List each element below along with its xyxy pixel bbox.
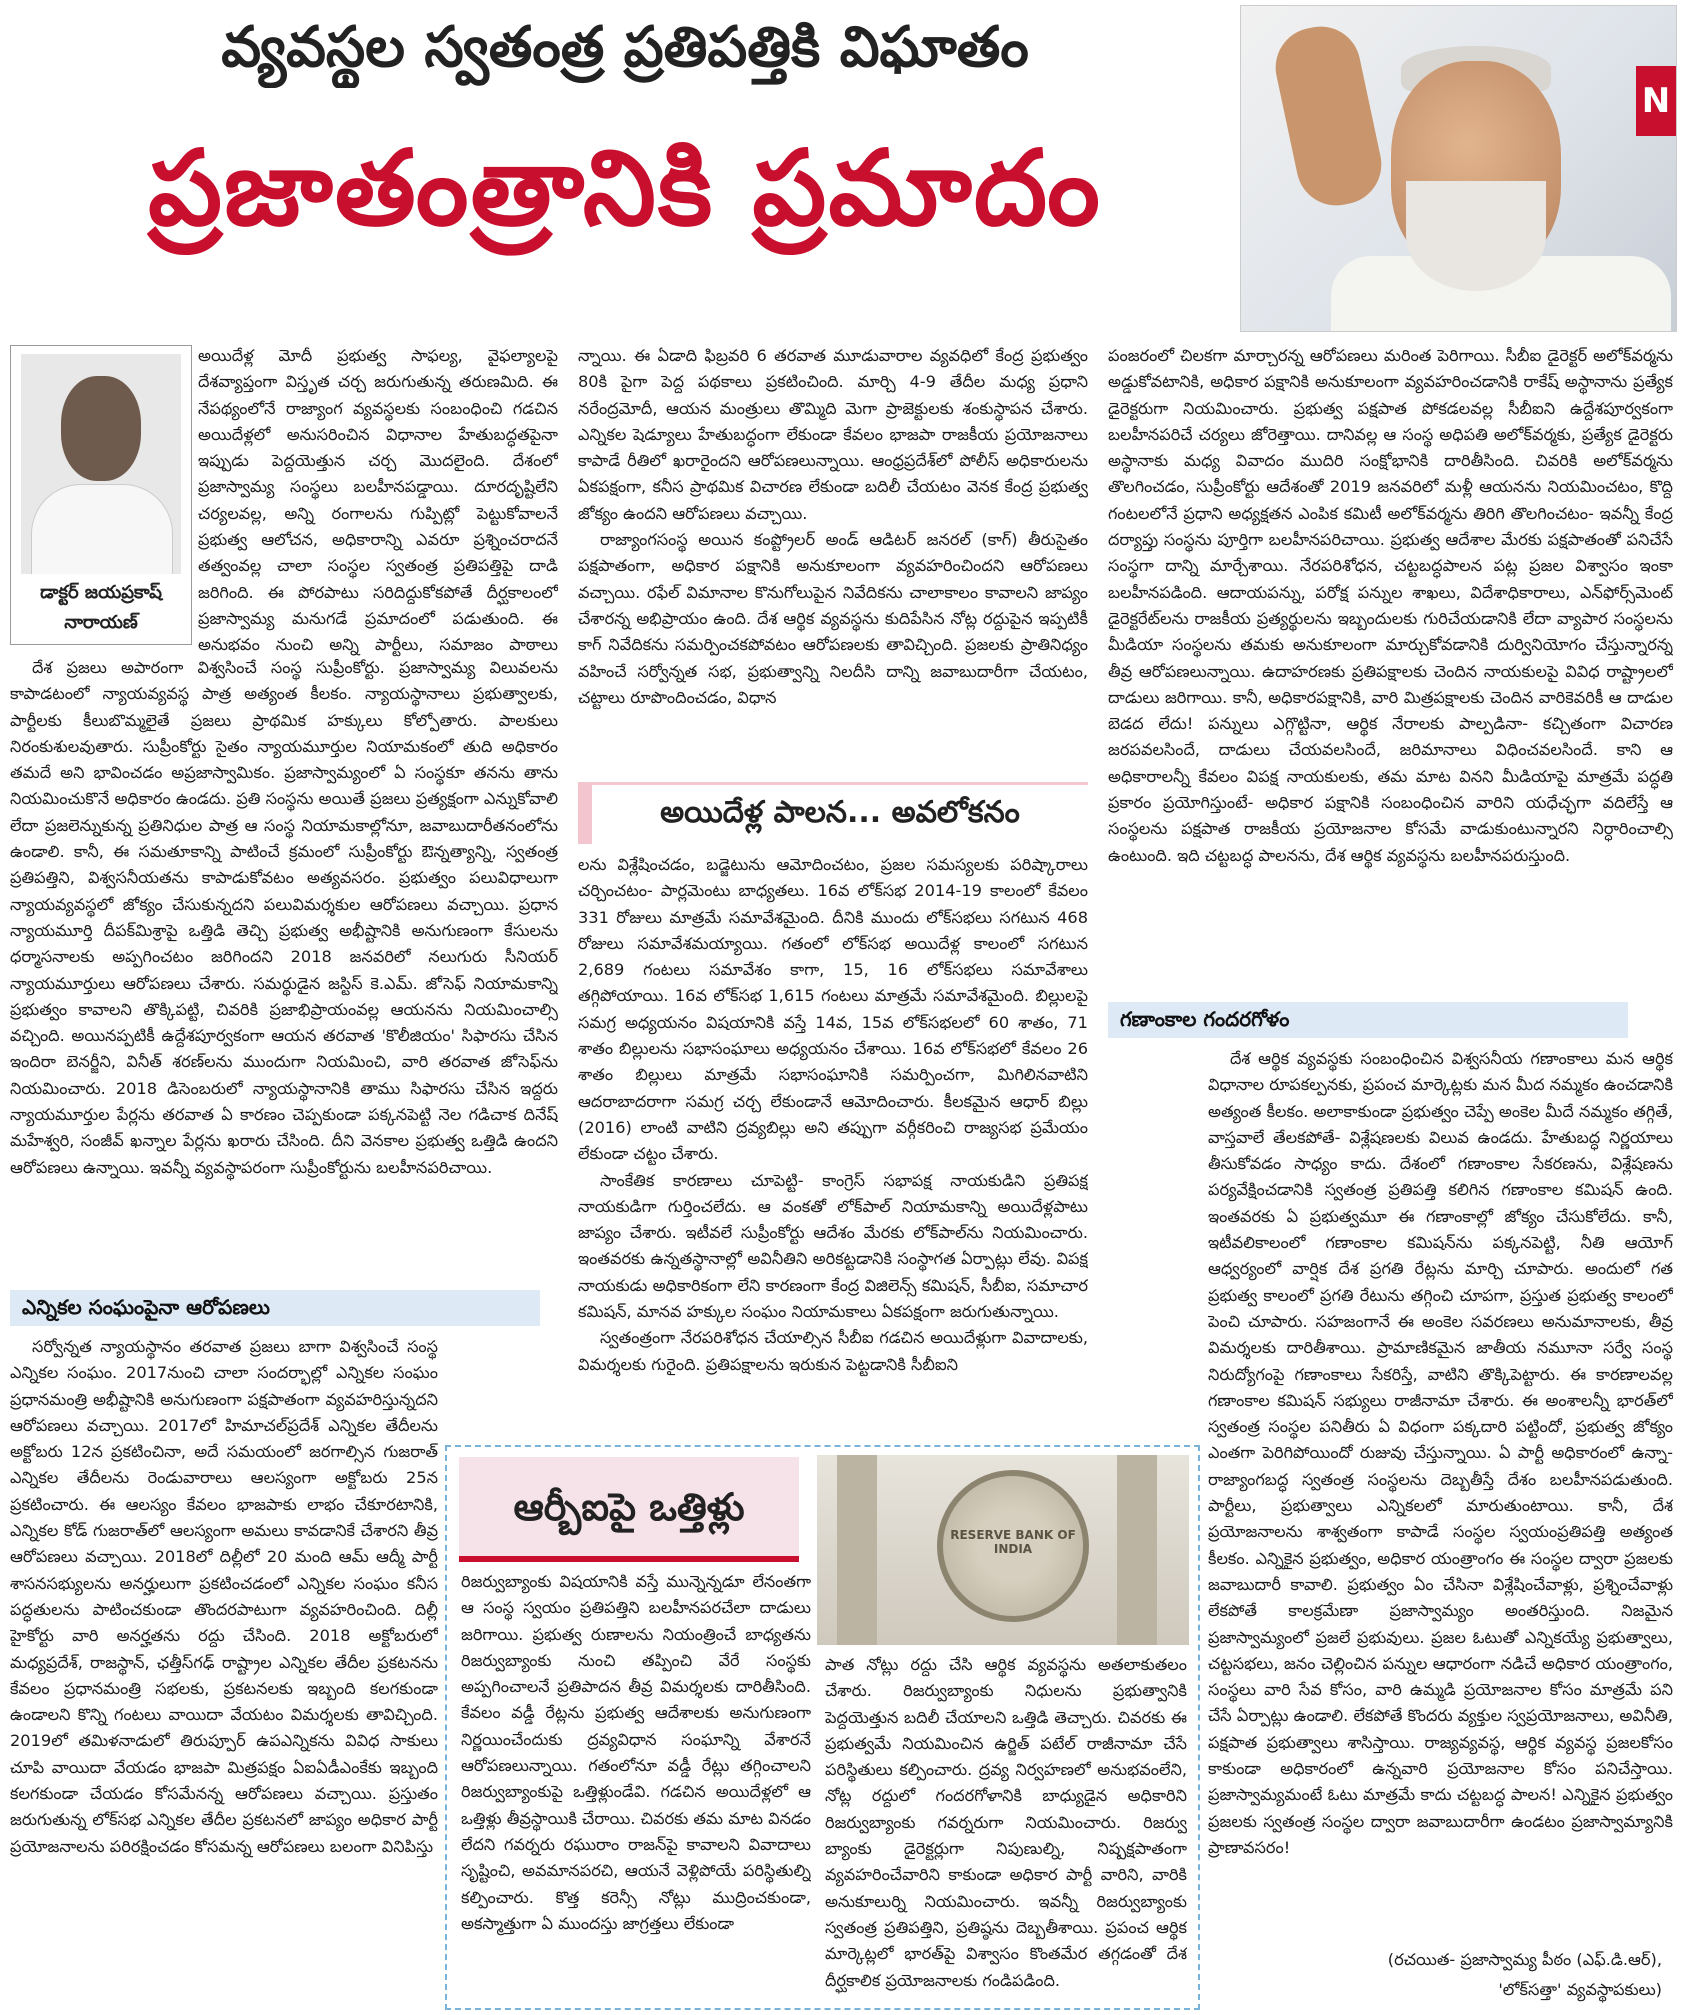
col2-paragraph-1: న్నాయి. ఈ ఏడాది ఫిబ్రవరి 6 తరవాత మూడువారాల వ్యవధిలో కేంద్ర ప్రభుత్వం 80కి పైగా పెద్ద పథకాలు ప్రకటించింది. మార్చి 4-9 తేదీల మధ్య ప్రధాని నరేంద్రమోదీ, ఆయన మంత్రులు తొమ్మిది మెగా ప్రాజెక్టులకు శంకుస్థాపన చేశారు. ఎన్నికల షెడ్యూలు హేతుబద్ధంగా లేకుండా కేవలం భాజపా రాజకీయ ప్రయోజనాలు కాపాడే రీతిలో ఖరారైందని ఆరోపణలున్నాయి. ఆంధ్రప్రదేశ్‌లో పోలీస్ అధికారులను ఏకపక్షంగా, కనీస ప్రాథమిక విచారణ లేకుండా బదిలీ చేయటం వెనక కేంద్ర ప్రభుత్వ జోక్యం ఉందని ఆరోపణలు వచ్చాయి. bbox=[578, 346, 1088, 523]
author-photo bbox=[21, 354, 181, 574]
pillar-shape bbox=[837, 1455, 877, 1645]
backdrop-logo: N bbox=[1636, 66, 1676, 136]
col1-paragraph-1: అయిదేళ్ల మోదీ ప్రభుత్వ సాఫల్య, వైఫల్యాలపై దేశవ్యాప్తంగా విస్తృత చర్చ జరుగుతున్న తరుణమిది. ఈ నేపథ్యంలోనే రాజ్యాంగ వ్యవస్థలకు సంబంధించి గడచిన అయిదేళ్లలో అనుసరించిన విధానాల హేతుబద్ధతపైనా ఇప్పుడు పెద్దయెత్తున చర్చ మొదలైంది. దేశంలో ప్రజాస్వామ్య సంస్థలు బలహీనపడ్డాయి. దూరదృష్టిలేని చర్యలవల్ల, అన్ని రంగాలను గుప్పిట్లో పెట్టుకోవాలనే ప్రభుత్వ ఆలోచన, అధికారాన్ని ఎవరూ ప్రశ్నించరాదనే తత్వంవల్ల చాలా సంస్థల స్వతంత్ర ప్రతిపత్తిపై దాడి జరిగింది. ఈ పోరపాటు సరిదిద్దుకోకపోతే దీర్ఘకాలంలో ప్రజాస్వామ్య మనుగడే ప్రమాదంలో పడుతుంది. ఈ అనుభవం నుంచి అన్ని పార్టీలు, సమాజం పాఠాలు bbox=[198, 346, 558, 655]
rbi-left-text bbox=[461, 1569, 811, 2004]
col3-top bbox=[1108, 343, 1673, 993]
rbi-box-title: ఆర్బీఐపై ఒత్తిళ్లు bbox=[459, 1457, 799, 1562]
rbi-building-photo bbox=[817, 1455, 1189, 1645]
leader-photo bbox=[1240, 5, 1677, 332]
author-signoff bbox=[1232, 1945, 1662, 2005]
beard-shape bbox=[1406, 181, 1546, 291]
col1-intro-top bbox=[198, 343, 558, 663]
author-name-line1: డాక్టర్ జయప్రకాష్ bbox=[40, 582, 162, 603]
rbi-paragraph-right: పాత నోట్లు రద్దు చేసి ఆర్థిక వ్యవస్థను అతలాకుతలం చేశారు. రిజర్వుబ్యాంకు నిధులను ప్రభుత్వానికి పెద్దయెత్తున బదిలీ చేయాలని ఒత్తిడి తెచ్చారు. చివరకు ఈ ప్రభుత్వమే నియమించిన ఉర్జిత్ పటేల్ రాజీనామా చేసే పరిస్థితులు కల్పించారు. ద్రవ్య నిర్వహణలో అనుభవంలేని, నోట్ల రద్దులో గందరగోళానికి బాధ్యుడైన అధికారిని రిజర్వుబ్యాంకు గవర్నరుగా నియమించారు. రిజర్వు బ్యాంకు డైరెక్టర్లుగా నిపుణుల్ని, నిష్పక్షపాతంగా వ్యవహరించేవారిని కాకుండా అధికార పార్టీ వారిని, వారికి అనుకూలుర్ని నియమించారు. ఇవన్నీ రిజర్వుబ్యాంకు స్వతంత్ర ప్రతిపత్తిని, ప్రతిష్ఠను దెబ్బతీశాయి. ప్రపంచ ఆర్థిక మార్కెట్లలో భారత్‌పై విశ్వాసం కొంతమేర తగ్గడంతో దేశ దీర్ఘకాలిక ప్రయోజనాలకు గండిపడింది. bbox=[825, 1655, 1187, 1990]
col1-paragraph-2: దేశ ప్రజలు అపారంగా విశ్వసించే సంస్థ సుప్రీంకోర్టు. ప్రజాస్వామ్య విలువలను కాపాడటంలో న్యాయవ్యవస్థ పాత్ర అత్యంత కీలకం. న్యాయస్థానాలు ప్రభుత్వాలకు, పార్టీలకు కీలుబొమ్మలైతే ప్రజలు ప్రాథమిక హక్కులు కోల్పోతారు. పాలకులు నిరంకుశులవుతారు. సుప్రీంకోర్టు సైతం న్యాయమూర్తుల నియామకంలో తుది అధికారం తమదే అని భావించడం అప్రజాస్వామికం. ప్రజాస్వామ్యంలో ఏ సంస్థకూ తనను తాను నియమించుకొనే అధికారం ఉండదు. ప్రతి సంస్థను అయితే ప్రజలు ప్రత్యక్షంగా ఎన్నుకోవాలి లేదా ప్రజలెన్నుకున్న ప్రతినిధుల పాత్ర ఆ సంస్థ నియామకాల్లోనూ, జవాబుదారీతనంలోను ఉండాలి. కానీ, ఈ సమతూకాన్ని పాటించే క్రమంలో సుప్రీంకోర్టు ఔన్నత్యాన్ని, స్వతంత్ర ప్రతిపత్తిని, విశ్వసనీయతను కాపాడుకోవటం అత్యవసరం. ప్రభుత్వం పలువిధాలుగా న్యాయవ్యవస్థలో జోక్యం చేసుకున్నదని పలువిమర్శకుల ఆరోపణలు వచ్చాయి. ప్రధాన న్యాయమూర్తి దీపక్‌మిశ్రాపై ఒత్తిడి తెచ్చి ప్రభుత్వ అభీష్టానికి అనుగుణంగా కేసులను ధర్మాసనాలకు అప్పగించటం జరిగిందని 2018 జనవరిలో నలుగురు సీనియర్ న్యాయమూర్తులు ఆరోపణలు చేశారు. సమర్థుడైన జస్టిస్ కె.ఎమ్. జోసెఫ్ నియామకాన్ని ప్రభుత్వం కావాలని తొక్కిపట్టి, చివరికి ప్రజాభిప్రాయంవల్ల ఆయనను నియమించాల్సి వచ్చింది. అయినప్పటికీ ఉద్దేశపూర్వకంగా ఆయన తరవాత 'కొలీజియం' సిఫారసు చేసిన ఇందిరా బెనర్జీని, వినీత్ శరణ్‌లను ముందుగా నియమించి, వారి తరవాత జోసెఫ్‌ను నియమించారు. 2018 డిసెంబరులో న్యాయస్థానానికి తాము సిఫారసు చేసిన ఇద్దరు న్యాయమూర్తుల పేర్లను తరవాత ఏ కారణం చెప్పకుండా పక్కనపెట్టి నెల గడిచాక దినేష్ మహేశ్వరి, సంజీవ్ ఖన్నాల పేర్లను ఖరారు చేసింది. దీని వెనకాల ప్రభుత్వ ఒత్తిడి ఉందని ఆరోపణలు ఉన్నాయి. ఇవన్నీ వ్యవస్థాపరంగా సుప్రీంకోర్టును బలహీనపరిచాయి. bbox=[10, 658, 558, 1177]
col2-paragraph-4: సాంకేతిక కారణాలు చూపెట్టి- కాంగ్రెస్ సభాపక్ష నాయకుడిని ప్రతిపక్ష నాయకుడిగా గుర్తించలేదు. ఆ వంకతో లోక్‌పాల్ నియామకాన్ని అయిదేళ్లపాటు జాప్యం చేశారు. ఇటీవలే సుప్రీంకోర్టు ఆదేశం మేరకు లోక్‌పాల్‌ను నియమించారు. ఇంతవరకు ఉన్నతస్థానాల్లో అవినీతిని అరికట్టడానికి సంస్థాగత ఏర్పాట్లు లేవు. విపక్ష నాయకుడు అధికారికంగా లేని కారణంగా కేంద్ర విజిలెన్స్ కమిషన్, సీబీఐ, సమాచార కమిషన్, మానవ హక్కుల సంఘం నియామకాలు ఏకపక్షంగా జరుగుతున్నాయి. bbox=[578, 1170, 1088, 1322]
rbi-sidebar-box bbox=[445, 1445, 1200, 2010]
col1-paragraph-3: సర్వోన్నత న్యాయస్థానం తరవాత ప్రజలు బాగా విశ్వసించే సంస్థ ఎన్నికల సంఘం. 2017నుంచి చాలా సందర్భాల్లో ఎన్నికల సంఘం ప్రధానమంత్రి అభీష్టానికి అనుగుణంగా పక్షపాతంగా వ్యవహరిస్తున్నదని ఆరోపణలు వచ్చాయి. 2017లో హిమాచల్‌ప్రదేశ్ ఎన్నికల తేదీలను అక్టోబరు 12న ప్రకటించినా, అదే సమయంలో జరగాల్సిన గుజరాత్ ఎన్నికల తేదీలను రెండువారాలు ఆలస్యంగా అక్టోబరు 25న ప్రకటించారు. ఈ ఆలస్యం కేవలం భాజపాకు లాభం చేకూరటానికి, ఎన్నికల కోడ్ గుజరాత్‌లో ఆలస్యంగా అమలు కావడానికే చేశారని తీవ్ర ఆరోపణలు వచ్చాయి. 2018లో దిల్లీలో 20 మంది ఆమ్ ఆద్మీ పార్టీ శాసనసభ్యులను అనర్హులుగా ప్రకటించడంలో ఎన్నికల సంఘం కనీస పద్ధతులను పాటించకుండా తొందరపాటుగా వ్యవహరించింది. దిల్లీ హైకోర్టు వారి అనర్హతను రద్దు చేసింది. 2018 అక్టోబరులో మధ్యప్రదేశ్, రాజస్థాన్, ఛత్తీస్‌గఢ్ రాష్ట్రాల ఎన్నికల తేదీల ప్రకటనను కేవలం ప్రధానమంత్రి సభలకు, ప్రకటనలకు ఇబ్బంది కలగకుండా ఉండాలని కొన్ని గంటలు వాయిదా వేయటం విమర్శలకు తావిచ్చింది. 2019లో తమిళనాడులో తిరుప్పూర్ ఉపఎన్నికను వివిధ సాకులు చూపి వాయిదా వేయడం భాజపా మిత్రపక్షం ఏఐఏడీఎంకేకు ఇబ్బంది కలగకుండా చేయడం కోసమేనన్న ఆరోపణలు వచ్చాయి. ప్రస్తుతం జరుగుతున్న లోక్‌సభ ఎన్నికల తేదీల ప్రకటనలో జాప్యం అధికార పార్టీ ప్రయోజనాలను పరిరక్షించడం కోసమన్న ఆరోపణలు బలంగా వినిపిస్తు bbox=[10, 1337, 438, 1856]
rbi-seal-icon bbox=[937, 1470, 1089, 1622]
col2-body bbox=[578, 852, 1088, 1437]
kicker-headline: వ్యవస్థల స్వతంత్ర ప్రతిపత్తికి విఘాతం bbox=[221, 15, 1029, 80]
rbi-paragraph-left: రిజర్వుబ్యాంకు విషయానికి వస్తే మున్నెన్నడూ లేనంతగా ఆ సంస్థ స్వయం ప్రతిపత్తిని బలహీనపరచేలా దాడులు జరిగాయి. ప్రభుత్వ రుణాలను నియంత్రించే బాధ్యతను రిజర్వుబ్యాంకు నుంచి తప్పించి వేరే సంస్థకు అప్పగించాలనే ప్రతిపాదన తీవ్ర విమర్శలకు దారితీసింది. కేవలం వడ్డీ రేట్లను ప్రభుత్వ ఆదేశాలకు అనుగుణంగా నిర్ణయించేందుకు ద్రవ్యవిధాన సంఘాన్ని వేశారనే ఆరోపణలున్నాయి. గతంలోనూ వడ్డీ రేట్లు తగ్గించాలని రిజర్వుబ్యాంకుపై ఒత్తిళ్లుండేవి. గడచిన అయిదేళ్లలో ఆ ఒత్తిళ్లు తీవ్రస్థాయికి చేరాయి. చివరకు తమ మాట వినడం లేదని గవర్నరు రఘురాం రాజన్‌పై కావాలని వివాదాలు సృష్టించి, అవమానపరచి, ఆయనే వెళ్లిపోయే పరిస్థితుల్ని కల్పించారు. కొత్త కరెన్సీ నోట్లు ముద్రించకుండా, అకస్మాత్తుగా ఏ ముందస్తు జాగ్రత్తలు లేకుండా bbox=[461, 1572, 811, 1933]
author-box bbox=[10, 345, 192, 645]
pillar-shape bbox=[1117, 1455, 1157, 1645]
subhead-statistics: గణాంకాల గందరగోళం bbox=[1108, 1002, 1628, 1038]
author-name-line2: నారాయణ్ bbox=[64, 612, 138, 633]
rbi-right-text bbox=[825, 1652, 1187, 2004]
col2-paragraph-3: లను విశ్లేషించడం, బడ్జెటును ఆమోదించటం, ప్రజల సమస్యలకు పరిష్కారాలు చర్చించటం- పార్లమెంటు బాధ్యతలు. 16వ లోక్‌సభ 2014-19 కాలంలో కేవలం 331 రోజులు మాత్రమే సమావేశమైంది. దీనికి ముందు లోక్‌సభలు సగటున 468 రోజులు సమావేశమయ్యాయి. గతంలో లోక్‌సభ అయిదేళ్ల కాలంలో సగటున 2,689 గంటలు సమావేశం కాగా, 15, 16 లోక్‌సభలు సమావేశాలు తగ్గిపోయాయి. 16వ లోక్‌సభ 1,615 గంటలు మాత్రమే సమావేశమైంది. బిల్లులపై సమగ్ర అధ్యయనం విషయానికి వస్తే 14వ, 15వ లోక్‌సభలలో 60 శాతం, 71 శాతం బిల్లులను సభాసంఘాలు అధ్యయనం చేశాయి. 16వ లోక్‌సభలో కేవలం 26 శాతం బిల్లులు మాత్రమే సభాసంఘానికి సమర్పించగా, మిగిలినవాటిని ఆదరాబాదరాగా సమగ్ర చర్చ లేకుండానే ఆమోదించారు. కీలకమైన ఆధార్ బిల్లు (2016) లాంటి వాటిని ద్రవ్యబిల్లు అని తప్పుగా వర్గీకరించి రాజ్యసభ ప్రమేయం లేకుండా చట్టం చేశారు. bbox=[578, 855, 1088, 1164]
col3-statistics bbox=[1208, 1046, 1673, 1936]
main-headline: ప్రజాతంత్రానికి ప్రమాదం bbox=[148, 127, 1102, 249]
subhead-election-commission: ఎన్నికల సంఘంపైనా ఆరోపణలు bbox=[10, 1290, 540, 1326]
col1-election bbox=[10, 1334, 438, 2010]
signoff-line2: 'లోక్‌సత్తా' వ్యవస్థాపకులు) bbox=[1498, 1980, 1662, 1999]
col1-body bbox=[10, 655, 558, 1275]
mid-heading-five-years: అయిదేళ్ల పాలన... అవలోకనం bbox=[578, 782, 1088, 844]
col2-top bbox=[578, 343, 1088, 773]
author-name bbox=[15, 578, 187, 638]
rbi-seal-text: RESERVE BANK OF INDIA bbox=[950, 1528, 1076, 1556]
col2-paragraph-2: రాజ్యాంగసంస్థ అయిన కంప్ట్రోలర్ అండ్ ఆడిటర్ జనరల్ (కాగ్) తీరుసైతం పక్షపాతంగా, అధికార పక్షానికి అనుకూలంగా వ్యవహరించిందని ఆరోపణలు వచ్చాయి. రఫేల్ విమానాల కొనుగోలుపైన నివేదికను చాలాకాలం కావాలని జాప్యం చేశారన్న అభిప్రాయం ఉంది. దేశ ఆర్థిక వ్యవస్థను కుదిపేసిన నోట్ల రద్దుపైన ఇప్పటికీ కాగ్ నివేదికను సమర్పించకపోవటం ఆరోపణలకు తావిచ్చింది. ప్రజలకు ప్రాతినిధ్యం వహించే సర్వోన్నత సభ, ప్రభుత్వాన్ని నిలదీసి దాన్ని జవాబుదారీగా చేయటం, చట్టాలు రూపొందించడం, విధాన bbox=[578, 530, 1088, 707]
author-shirt-shape bbox=[31, 484, 173, 574]
col3-paragraph-2: దేశ ఆర్థిక వ్యవస్థకు సంబంధించిన విశ్వసనీయ గణాంకాలు మన ఆర్థిక విధానాల రూపకల్పనకు, ప్రపంచ మార్కెట్లకు మన మీద నమ్మకం ఉంచడానికి అత్యంత కీలకం. అలాకాకుండా ప్రభుత్వం చెప్పే అంకెల మీదే నమ్మకం తగ్గితే, వాస్తవాలే తేలకపోతే- విశ్లేషణలకు విలువ ఉండదు. హేతుబద్ధ నిర్ణయాలు తీసుకోవడం సాధ్యం కాదు. దేశంలో గణాంకాల సేకరణను, విశ్లేషణను పర్యవేక్షించడానికి స్వతంత్ర ప్రతిపత్తి కలిగిన గణాంకాల కమిషన్ ఉంది. ఇంతవరకు ఏ ప్రభుత్వమూ ఈ గణాంకాల్లో జోక్యం చేసుకోలేదు. కానీ, ఇటీవలికాలంలో గణాంకాల కమిషన్‌ను పక్కనపెట్టి, నీతి ఆయోగ్ ఆధ్వర్యంలో వార్షిక దేశ ప్రగతి రేట్లను మార్చి చూపారు. అందులో గత ప్రభుత్వ కాలంలో ప్రగతి రేటును తగ్గించి చూపగా, ప్రస్తుత ప్రభుత్వ కాలంలో పెంచి చూపారు. సహజంగానే ఈ అంకెల సవరణలు అనుమానాలకు, తీవ్ర విమర్శలకు దారితీశాయి. ప్రామాణికమైన జాతీయ నమూనా సర్వే సంస్థ నిరుద్యోగంపై గణాంకాలు సేకరిస్తే, వాటిని తొక్కిపెట్టారు. ఈ కారణాలవల్ల గణాంకాల కమిషన్ సభ్యులు రాజీనామా చేశారు. ఈ అంశాలన్నీ భారత్‌లో స్వతంత్ర సంస్థల పనితీరు ఏ విధంగా పక్కదారి పట్టిందో, ప్రభుత్వ జోక్యం ఎంతగా పెరిగిపోయిందో రుజువు చేస్తున్నాయి. ఏ పార్టీ అధికారంలో ఉన్నా- రాజ్యాంగబద్ధ స్వతంత్ర సంస్థలను దెబ్బతీస్తే దేశం బలహీనపడుతుంది. పార్టీలు, ప్రభుత్వాలు ఎన్నికలలో మారుతుంటాయి. కానీ, దేశ ప్రయోజనాలను శాశ్వతంగా కాపాడే సంస్థల స్వయంప్రతిపత్తి అత్యంత కీలకం. ఎన్నికైన ప్రభుత్వం, అధికార యంత్రాంగం ఈ సంస్థల ద్వారా ప్రజలకు జవాబుదారీ కావాలి. ప్రభుత్వం ఏం చేసినా విశ్లేషించేవాళ్లు, ప్రశ్నించేవాళ్లు లేకపోతే కాలక్రమేణా ప్రజాస్వామ్యం అంతరిస్తుంది. నిజమైన ప్రజాస్వామ్యంలో ప్రజలే ప్రభువులు. ప్రజల ఓటుతో ఎన్నికయ్యే ప్రభుత్వాలు, చట్టసభలు, జనం చెల్లించిన పన్నుల ఆధారంగా నడిచే అధికార యంత్రాంగం, సంస్థలు వారి సేవ కోసం, వారి ఉమ్మడి ప్రయోజనాల కోసం మాత్రమే పని చేసే ఏర్పాట్లు ఉండాలి. లేకపోతే కొందరు వ్యక్తుల స్వప్రయోజనాలు, అవినీతి, పక్షపాత ప్రభుత్వాలు శాసిస్తాయి. రాజ్యవ్యవస్థ, ఆర్థిక వ్యవస్థ ప్రజలకోసం కాకుండా అధికారంలో ఉన్నవారి ప్రయోజనాల కోసం పనిచేస్తాయి. ప్రజాస్వామ్యమంటే ఓటు మాత్రమే కాదు చట్టబద్ధ పాలన! ఎన్నికైన ప్రభుత్వం ప్రజలకు స్వతంత్ర సంస్థల ద్వారా జవాబుదారీగా ఉండటం ప్రజాస్వామ్యానికి ప్రాణావసరం! bbox=[1208, 1049, 1673, 1857]
signoff-line1: (రచయిత- ప్రజాస్వామ్య పీఠం (ఎఫ్.డి.ఆర్), bbox=[1387, 1950, 1662, 1969]
raised-hand-shape bbox=[1268, 19, 1389, 213]
author-face-shape bbox=[61, 376, 141, 481]
col3-paragraph-1: పంజరంలో చిలకగా మార్చారన్న ఆరోపణలు మరింత పెరిగాయి. సీబీఐ డైరెక్టర్ అలోక్‌వర్మను అడ్డుకోవటానికి, అధికార పక్షానికి అనుకూలంగా వ్యవహరించడానికి రాకేష్ అస్థానాను ప్రత్యేక డైరెక్టరుగా నియమించారు. ప్రభుత్వ పక్షపాత పోకడలవల్ల సీబీఐని ఉద్దేశపూర్వకంగా బలహీనపరిచే చర్యలు జోరెత్తాయి. దానివల్ల ఆ సంస్థ అధిపతి అలోక్‌వర్మకు, ప్రత్యేక డైరెక్టరు అస్థానాకు మధ్య వివాదం ముదిరి సంక్షోభానికి దారితీసింది. చివరికి అలోక్‌వర్మను తొలగించడం, సుప్రీంకోర్టు ఆదేశంతో 2019 జనవరిలో మళ్లీ ఆయనను నియమించటం, కొద్ది గంటలలోనే ప్రధాని అధ్యక్షతన ఎంపిక కమిటీ అలోక్‌వర్మను తిరిగి తొలగించటం- ఇవన్నీ కేంద్ర దర్యాప్తు సంస్థను పూర్తిగా బలహీనపరిచాయి. ప్రభుత్వ ఆదేశాల మేరకు పక్షపాతంతో పనిచేసే సంస్థగా దాన్ని మార్చేశాయి. నేరపరిశోధన, చట్టబద్ధపాలన పట్ల ప్రజల విశ్వాసం ఇంకా బలహీనపడింది. ఆదాయపన్ను, పరోక్ష పన్నుల శాఖలు, విదేశాధికారాలు, ఎన్‌ఫోర్స్‌మెంట్ డైరెక్టరేట్‌లను రాజకీయ ప్రత్యర్థులను ఇబ్బందులకు గురిచేయడానికి లేదా వ్యాపార సంస్థలను మీడియా సంస్థలను తమకు అనుకూలంగా మార్చుకోవడానికి దుర్వినియోగం చేస్తున్నారన్న తీవ్ర ఆరోపణలున్నాయి. ఉదాహరణకు ప్రతిపక్షాలకు చెందిన నాయకులపై వివిధ రాష్ట్రాలలో దాడులు జరిగాయి. కానీ, అధికారపక్షానికి, వారి మిత్రపక్షాలకు చెందిన వారికెవరికీ ఆ దాడుల బెడద లేదు! పన్నులు ఎగ్గొట్టినా, ఆర్థిక నేరాలకు పాల్పడినా- కచ్చితంగా విచారణ జరపవలసిందే, దాడులు చేయవలసిందే, జరిమానాలు విధించవలసిందే. కాని ఆ అధికారాలన్నీ కేవలం విపక్ష నాయకులకు, తమ మాట వినని మీడియాపై మాత్రమే పద్ధతి ప్రకారం ప్రయోగిస్తుంటే- అధికార పక్షానికి సంబంధించిన వారిని యధేచ్ఛగా వదిలేస్తే ఆ సంస్థలను పక్షపాత రాజకీయ ప్రయోజనాల కోసమే వాడుకుంటున్నారని నిర్ధారించాల్సి ఉంటుంది. ఇది చట్టబద్ధ పాలనను, దేశ ఆర్థిక వ్యవస్థను బలహీనపరుస్తుంది. bbox=[1108, 346, 1673, 865]
col2-paragraph-5: స్వతంత్రంగా నేరపరిశోధన చేయాల్సిన సీబీఐ గడచిన అయిదేళ్లుగా వివాదాలకు, విమర్శలకు గురైంది. ప్రతిపక్షాలను ఇరుకున పెట్టడానికి సీబీఐని bbox=[578, 1328, 1088, 1374]
